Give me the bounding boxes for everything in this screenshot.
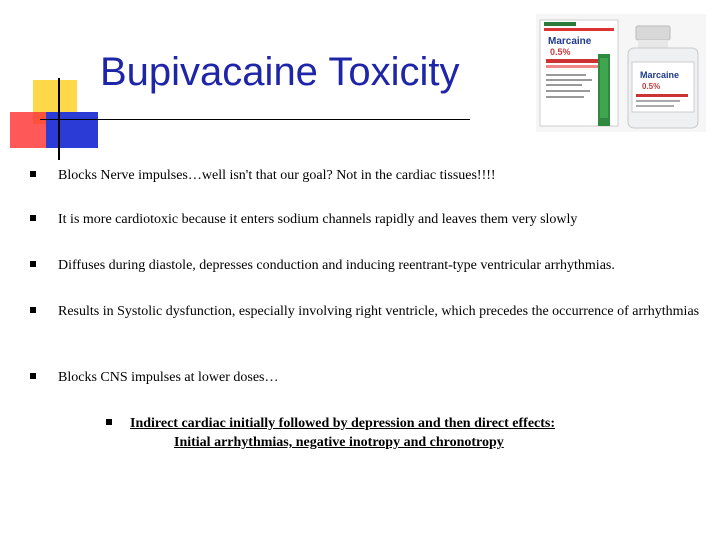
- bullet-marker-icon: [30, 307, 36, 313]
- sub-bullet-line1: Indirect cardiac initially followed by depression and then direct effects:: [130, 416, 556, 431]
- slide-title: Bupivacaine Toxicity: [100, 50, 460, 94]
- list-item: [30, 369, 700, 386]
- sub-bullet: [130, 414, 650, 452]
- list-item: [30, 211, 700, 228]
- bullet-text: It is more cardiotoxic because it enters sodium channels rapidly and leaves them very slowly: [58, 212, 578, 227]
- decor-red-square: [10, 112, 46, 148]
- bullet-marker-icon: [30, 215, 36, 221]
- decor-horizontal-line: [40, 119, 470, 120]
- bullet-text: Blocks CNS impulses at lower doses…: [58, 370, 279, 385]
- bullet-text: Diffuses during diastole, depresses conduction and inducing reentrant-type ventricular arrhythmias.: [58, 258, 615, 273]
- bullet-text: Blocks Nerve impulses…well isn't that our goal? Not in the cardiac tissues!!!!: [58, 168, 496, 183]
- vial-strength-text: 0.5%: [550, 47, 571, 57]
- medication-vial-image: [536, 14, 706, 132]
- vial-brand-text: Marcaine: [548, 36, 592, 47]
- list-item: [30, 257, 700, 274]
- bullet-text: Results in Systolic dysfunction, especially involving right ventricle, which precedes the occurrence of arrhythmias: [58, 304, 700, 319]
- svg-text:Marcaine: Marcaine: [640, 70, 680, 80]
- decor-blue-square: [46, 112, 98, 148]
- bullet-marker-icon: [30, 261, 36, 267]
- list-item: [30, 303, 700, 320]
- list-item: [30, 167, 700, 184]
- bullet-marker-icon: [30, 373, 36, 379]
- svg-text:0.5%: 0.5%: [642, 82, 661, 91]
- bullet-marker-icon: [30, 171, 36, 177]
- sub-bullet-marker-icon: [106, 419, 112, 425]
- sub-bullet-line2: Initial arrhythmias, negative inotropy and chronotropy: [174, 435, 504, 450]
